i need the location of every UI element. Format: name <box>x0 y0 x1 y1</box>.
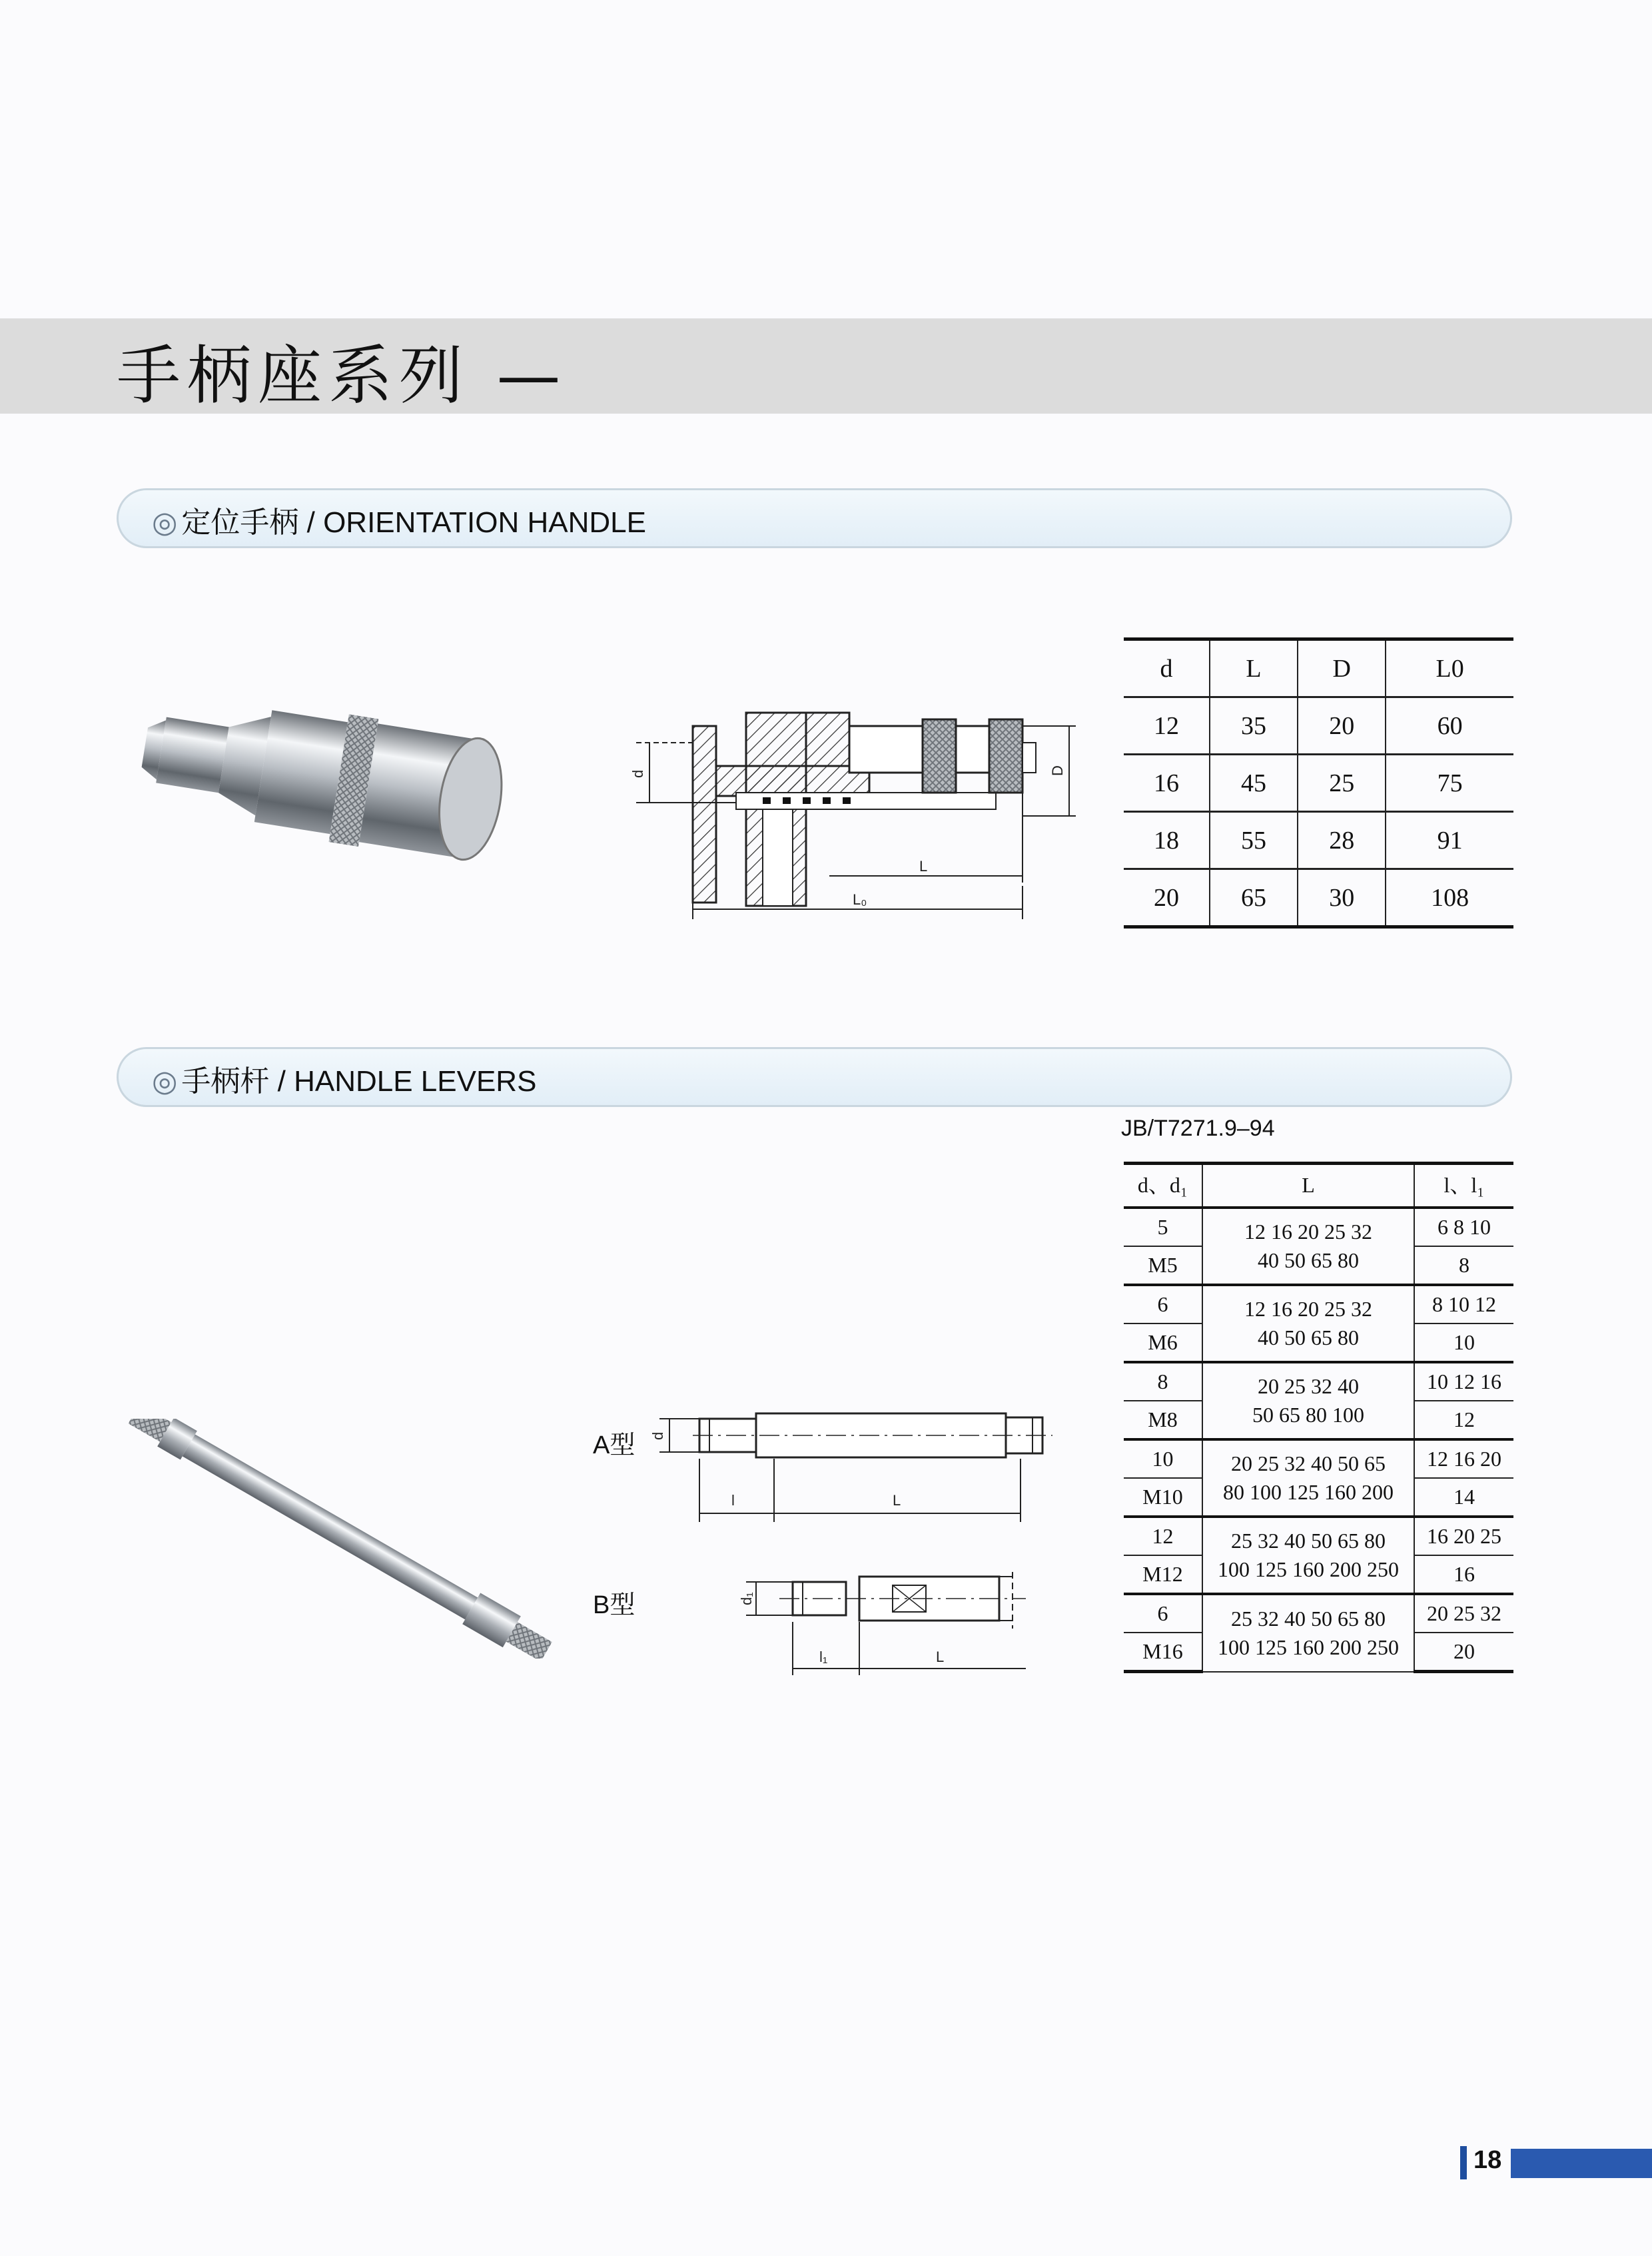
table-cell: 65 <box>1210 869 1298 927</box>
table-cell: 12 <box>1124 697 1210 755</box>
table-cell: 45 <box>1210 755 1298 812</box>
column-header: D <box>1298 639 1386 697</box>
l-values-line: 20 25 32 40 50 65 <box>1231 1451 1386 1475</box>
handle-levers-table <box>1124 1162 1513 1673</box>
l-values-line: 12 16 20 25 32 <box>1244 1296 1372 1321</box>
diagram-label-l: l <box>731 1492 735 1509</box>
standard-code: JB/T7271.9–94 <box>1121 1116 1275 1141</box>
table-cell: 8 <box>1414 1246 1513 1285</box>
table-row <box>1124 1285 1513 1323</box>
table-cell: 10 12 16 <box>1414 1362 1513 1401</box>
table-row <box>1124 812 1513 869</box>
diagram-label-L: L <box>919 858 928 875</box>
table-cell: 20 25 32 <box>1414 1594 1513 1633</box>
table-cell: 8 <box>1124 1362 1202 1401</box>
table-row <box>1124 1208 1513 1246</box>
table-cell: 108 <box>1386 869 1513 927</box>
table-cell: 75 <box>1386 755 1513 812</box>
section-heading-handle-levers <box>117 1047 1512 1107</box>
table-cell: 20 <box>1414 1633 1513 1672</box>
diagram-label-l1: l₁ <box>819 1649 828 1665</box>
table-cell <box>1202 1439 1414 1517</box>
table-cell: 16 20 25 <box>1414 1517 1513 1555</box>
table-row <box>1124 755 1513 812</box>
bullet-icon: ◎ <box>152 1065 178 1098</box>
table-header-row <box>1124 639 1513 697</box>
table-row <box>1124 697 1513 755</box>
table-cell: 25 <box>1298 755 1386 812</box>
table-cell: 91 <box>1386 812 1513 869</box>
table-row <box>1124 1439 1513 1478</box>
l-values-line: 100 125 160 200 250 <box>1218 1635 1399 1659</box>
l-values-line: 40 50 65 80 <box>1258 1248 1359 1272</box>
table-row <box>1124 1517 1513 1555</box>
page-number: 18 <box>1473 2146 1502 2174</box>
table-cell: M16 <box>1124 1633 1202 1672</box>
type-b-label: B型 <box>593 1591 635 1619</box>
diagram-label-d: d <box>649 1431 666 1440</box>
diagram-label-d: d <box>629 769 646 778</box>
table-cell: 20 <box>1124 869 1210 927</box>
column-header: L0 <box>1386 639 1513 697</box>
table-cell: 16 <box>1124 755 1210 812</box>
column-header: L <box>1202 1164 1414 1208</box>
table-cell: 12 16 20 <box>1414 1439 1513 1478</box>
table-cell: 6 <box>1124 1594 1202 1633</box>
table-cell: 18 <box>1124 812 1210 869</box>
column-header: d <box>1124 639 1210 697</box>
table-cell: 35 <box>1210 697 1298 755</box>
handle-lever-photo <box>107 1419 586 1659</box>
l-values-line: 40 50 65 80 <box>1258 1325 1359 1349</box>
table-cell: 30 <box>1298 869 1386 927</box>
table-header-row <box>1124 1164 1513 1208</box>
table-row <box>1124 1362 1513 1401</box>
l-values-line: 80 100 125 160 200 <box>1223 1480 1394 1504</box>
table-cell <box>1202 1517 1414 1594</box>
table-cell: 8 10 12 <box>1414 1285 1513 1323</box>
table-cell <box>1202 1362 1414 1439</box>
type-a-drawing <box>646 1399 1099 1532</box>
column-header: l、l₁ <box>1414 1164 1513 1208</box>
table-cell: 5 <box>1124 1208 1202 1246</box>
l-values-line: 25 32 40 50 65 80 <box>1231 1606 1386 1631</box>
table-cell: 10 <box>1124 1439 1202 1478</box>
orientation-handle-table <box>1124 637 1513 929</box>
l-values-line: 20 25 32 40 <box>1258 1373 1359 1398</box>
bullet-icon: ◎ <box>152 506 178 539</box>
table-cell: M5 <box>1124 1246 1202 1285</box>
column-header: d、d₁ <box>1124 1164 1202 1208</box>
section-heading-text: 定位手柄 / ORIENTATION HANDLE <box>181 506 646 539</box>
table-cell: 12 <box>1124 1517 1202 1555</box>
diagram-label-L0: L₀ <box>853 891 867 908</box>
orientation-handle-photo <box>127 686 606 906</box>
table-cell: 20 <box>1298 697 1386 755</box>
page-title: 手柄座系列 — <box>117 338 568 413</box>
page-number-bar <box>1511 2149 1652 2178</box>
table-cell: 14 <box>1414 1478 1513 1517</box>
table-cell: 28 <box>1298 812 1386 869</box>
section-heading-orientation-handle <box>117 488 1512 548</box>
table-cell <box>1202 1208 1414 1285</box>
table-cell: 6 <box>1124 1285 1202 1323</box>
table-cell: 10 <box>1414 1323 1513 1362</box>
diagram-label-L: L <box>936 1649 945 1665</box>
l-values-line: 25 32 40 50 65 80 <box>1231 1528 1386 1553</box>
l-values-line: 12 16 20 25 32 <box>1244 1219 1372 1244</box>
table-cell: 6 8 10 <box>1414 1208 1513 1246</box>
section-heading-text: 手柄杆 / HANDLE LEVERS <box>181 1065 537 1098</box>
orientation-handle-drawing <box>623 693 1089 933</box>
table-cell: 16 <box>1414 1555 1513 1594</box>
column-header: L <box>1210 639 1298 697</box>
table-row <box>1124 1594 1513 1633</box>
diagram-label-D: D <box>1049 765 1066 776</box>
table-cell <box>1202 1285 1414 1362</box>
table-cell: M8 <box>1124 1401 1202 1439</box>
page-number-marker <box>1460 2146 1467 2179</box>
table-cell <box>1202 1594 1414 1672</box>
diagram-label-L: L <box>893 1492 901 1509</box>
type-b-drawing <box>733 1562 1106 1682</box>
table-cell: M10 <box>1124 1478 1202 1517</box>
table-cell: M6 <box>1124 1323 1202 1362</box>
table-row <box>1124 869 1513 927</box>
table-cell: M12 <box>1124 1555 1202 1594</box>
table-cell: 60 <box>1386 697 1513 755</box>
table-cell: 12 <box>1414 1401 1513 1439</box>
type-a-label: A型 <box>593 1431 635 1459</box>
table-cell: 55 <box>1210 812 1298 869</box>
diagram-label-d1: d₁ <box>738 1592 755 1605</box>
l-values-line: 100 125 160 200 250 <box>1218 1557 1399 1581</box>
l-values-line: 50 65 80 100 <box>1252 1403 1364 1427</box>
